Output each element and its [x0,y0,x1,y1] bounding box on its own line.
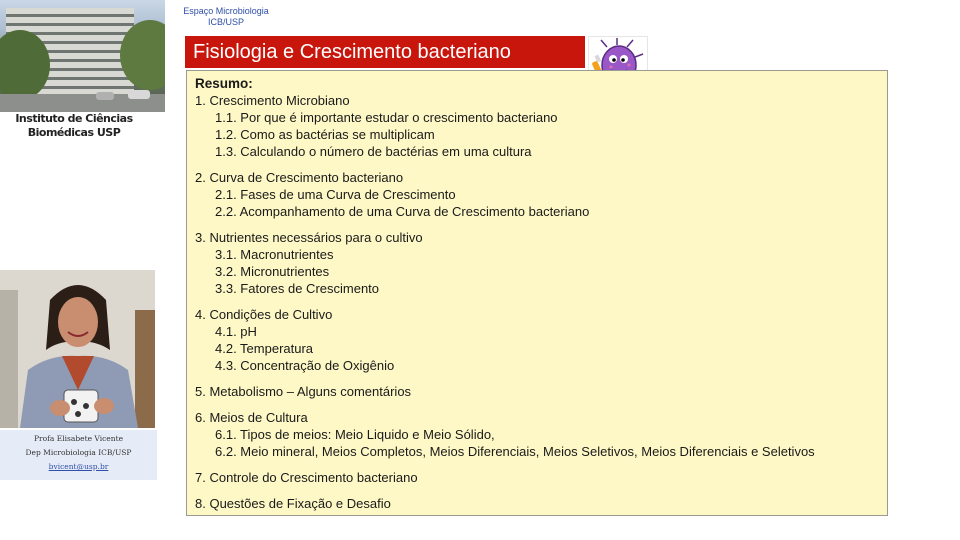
section-subitem: 3.1. Macronutrientes [215,247,334,262]
section-title: 8. Questões de Fixação e Desafio [195,496,391,511]
summary-section-8 [195,495,887,512]
section-subitem: 2.2. Acompanhamento de uma Curva de Crescimento bacteriano [215,204,590,219]
author-credit [0,430,157,480]
section-subitem: 2.1. Fases de uma Curva de Crescimento [215,187,456,202]
author-name: Profa Elisabete Vicente [33,434,124,443]
institute-label-line1: Instituto de Ciências [15,112,133,125]
header-caption-line1: Espaço Microbiologia [183,6,269,16]
section-title: 1. Crescimento Microbiano [195,93,350,108]
institute-building-photo [0,0,165,112]
section-subitem: 6.1. Tipos de meios: Meio Liquido e Meio Sólido, [215,427,495,442]
section-subitem: 3.2. Micronutrientes [215,264,330,279]
header-caption [176,6,276,28]
summary-section-3 [195,229,887,297]
section-title: 3. Nutrientes necessários para o cultivo [195,230,423,245]
section-subitem: 4.3. Concentração de Oxigênio [215,358,395,373]
section-title: 2. Curva de Crescimento bacteriano [195,170,404,185]
section-subitem: 1.2. Como as bactérias se multiplicam [215,127,435,142]
section-subitem: 1.3. Calculando o número de bactérias em uma cultura [215,144,532,159]
section-subitem: 6.2. Meio mineral, Meios Completos, Meios Diferenciais, Meios Seletivos, Meios Diferenciais e Seletivos [215,444,815,459]
section-subitem: 4.2. Temperatura [215,341,314,356]
section-subitem: 3.3. Fatores de Crescimento [215,281,380,296]
section-subitem: 1.1. Por que é importante estudar o crescimento bacteriano [215,110,558,125]
summary-section-7 [195,469,887,486]
summary-section-4 [195,306,887,374]
summary-section-1 [195,92,887,160]
institute-label-line2: Biomédicas USP [27,126,121,139]
section-title: 5. Metabolismo – Alguns comentários [195,384,412,399]
section-subitem: 4.1. pH [215,324,257,339]
page-title: Fisiologia e Crescimento bacteriano [185,36,585,68]
summary-section-6 [195,409,887,460]
author-email-link[interactable]: bvicent@usp.br [48,462,109,471]
summary-section-2 [195,169,887,220]
author-department: Dep Microbiologia ICB/USP [25,448,132,457]
institute-label [8,112,140,140]
professor-photo [0,270,155,428]
section-title: 7. Controle do Crescimento bacteriano [195,470,418,485]
summary-heading: Resumo: [195,76,253,91]
header-caption-line2: ICB/USP [207,17,244,27]
summary-section-5 [195,383,887,400]
section-title: 4. Condições de Cultivo [195,307,333,322]
summary-box [186,70,888,516]
section-title: 6. Meios de Cultura [195,410,308,425]
